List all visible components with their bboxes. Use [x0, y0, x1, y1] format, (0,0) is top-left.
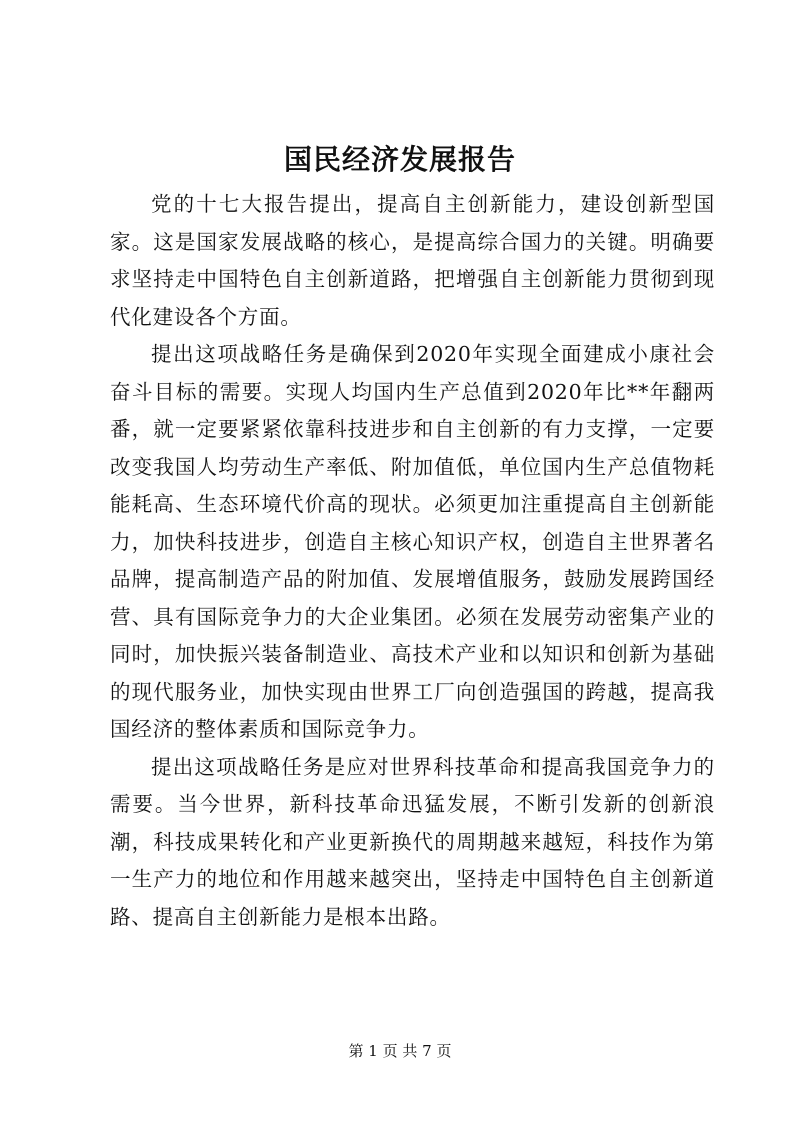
document-title: 国民经济发展报告: [283, 143, 516, 176]
document-body: [110, 186, 715, 936]
paragraph-3: 提出这项战略任务是应对世界科技革命和提高我国竞争力的需要。当今世界，新科技革命迅猛发展，不断引发新的创新浪潮，科技成果转化和产业更新换代的周期越来越短，科技作为第一生产力的地位和作用越来越突出，坚持走中国特色自主创新道路、提高自主创新能力是根本出路。: [110, 754, 715, 929]
paragraph-2: 提出这项战略任务是确保到2020年实现全面建成小康社会奋斗目标的需要。实现人均国内生产总值到2020年比**年翻两番，就一定要紧紧依靠科技进步和自主创新的有力支撑，一定要改变我国人均劳动生产率低、附加值低，单位国内生产总值物耗能耗高、生态环境代价高的现状。必须更加注重提高自主创新能力，加快科技进步，创造自主核心知识产权，创造自主世界著名品牌，提高制造产品的附加值、发展增值服务，鼓励发展跨国经营、具有国际竞争力的大企业集团。必须在发展劳动密集产业的同时，加快振兴装备制造业、高技术产业和以知识和创新为基础的现代服务业，加快实现由世界工厂向创造强国的跨越，提高我国经济的整体素质和国际竞争力。: [110, 342, 715, 741]
page-footer: 第 1 页 共 7 页: [348, 1042, 452, 1060]
paragraph-1: 党的十七大报告提出，提高自主创新能力，建设创新型国家。这是国家发展战略的核心，是提高综合国力的关键。明确要求坚持走中国特色自主创新道路，把增强自主创新能力贯彻到现代化建设各个方面。: [110, 192, 715, 329]
